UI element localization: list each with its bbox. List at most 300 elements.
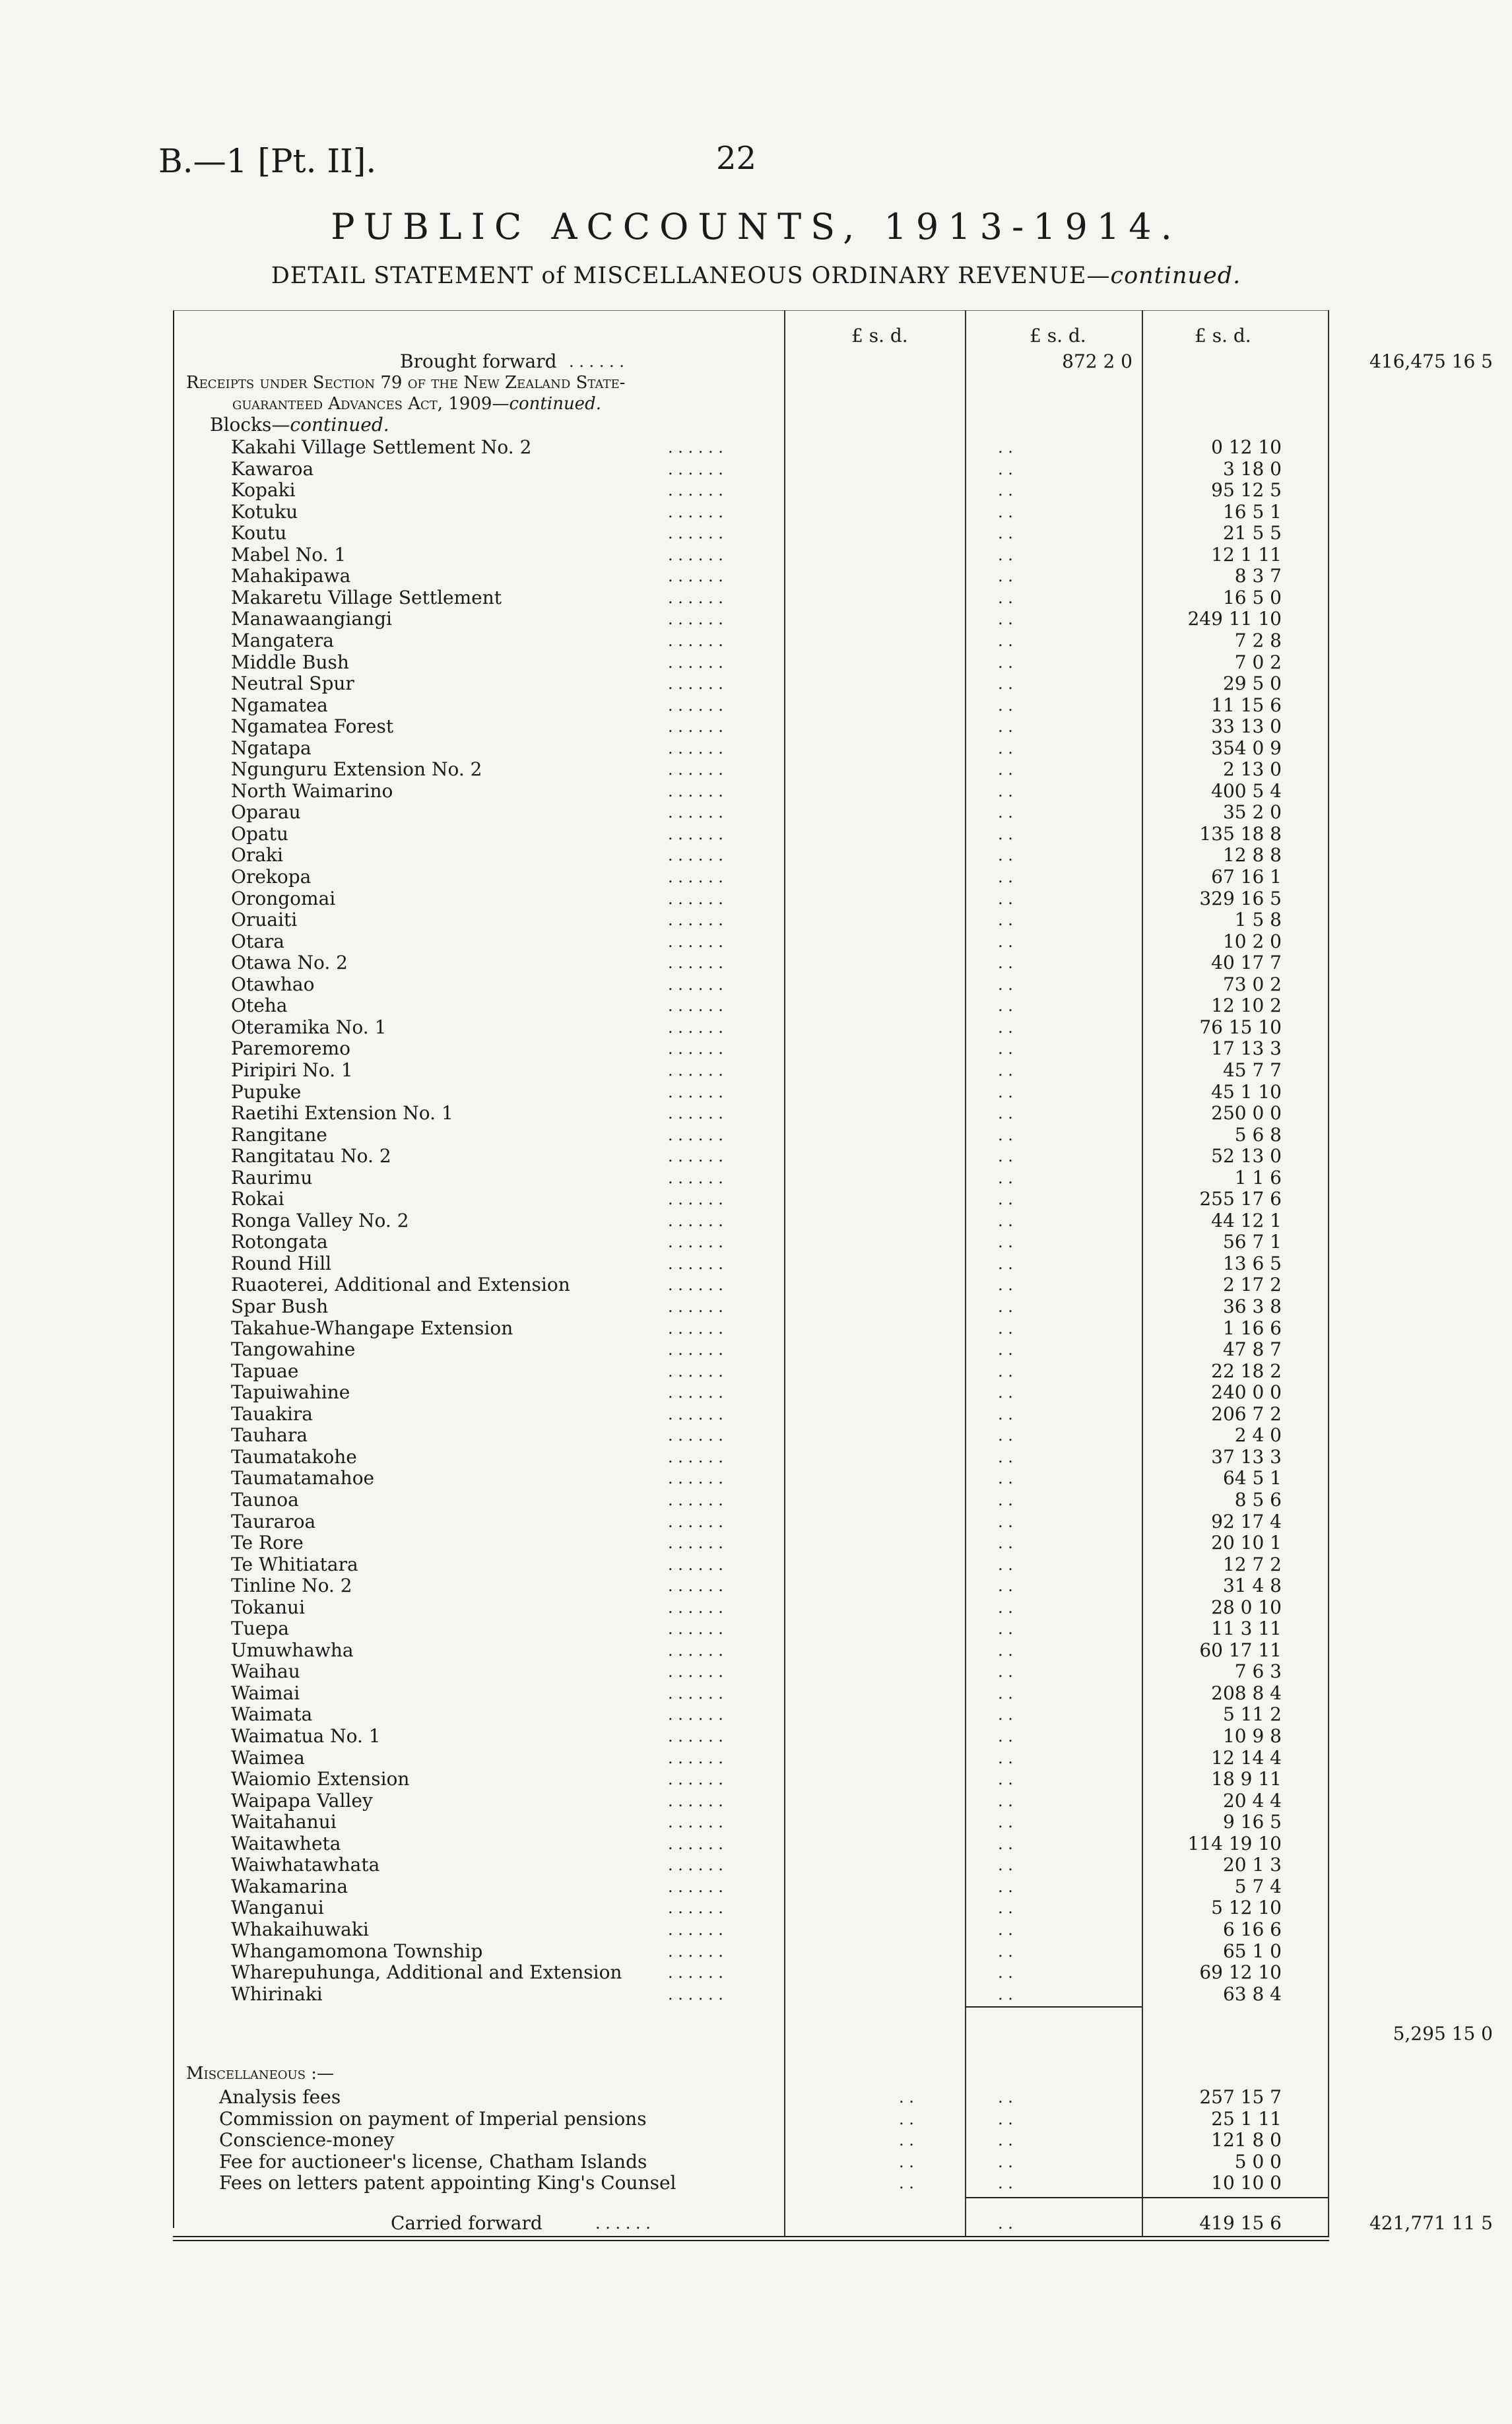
table-row (173, 608, 1329, 630)
table-row (173, 502, 1329, 523)
leader-dots: . . (998, 1705, 1013, 1724)
row-amount: 45 7 7 (1222, 1059, 1282, 1081)
leader-dots: . . (998, 1662, 1013, 1682)
row-label: Wakamarina (231, 1875, 348, 1897)
leader-dots: . . . . . . (668, 502, 723, 521)
row-label: Piripiri No. 1 (231, 1059, 353, 1081)
row-amount: 45 1 10 (1211, 1080, 1282, 1103)
leader-dots: . . . . . . (668, 1641, 723, 1660)
leader-dots: . . (998, 1877, 1013, 1896)
leader-dots: . . . . . . (668, 889, 723, 908)
leader-dots: . . (899, 2174, 914, 2193)
row-amount: 20 4 4 (1222, 1789, 1282, 1812)
table-row (173, 1919, 1329, 1940)
row-label: Waihau (231, 1660, 300, 1683)
row-label: Tokanui (231, 1596, 306, 1618)
row-amount: 250 0 0 (1211, 1102, 1282, 1125)
table-row (173, 1704, 1329, 1725)
section-heading-line2 (173, 393, 1329, 414)
leader-dots: . . (998, 1748, 1013, 1767)
leader-dots: . . . . . . (668, 824, 723, 843)
leader-dots: . . (998, 502, 1013, 521)
table-row (173, 437, 1329, 458)
row-amount: 1 1 6 (1234, 1166, 1282, 1189)
table-row (173, 544, 1329, 566)
table-row (173, 1618, 1329, 1639)
table-row (173, 909, 1329, 931)
page-number: 22 (716, 140, 757, 177)
amount-c2: 419 15 6 (1199, 2211, 1282, 2234)
leader-dots: . . . . . . (668, 1984, 723, 2004)
leader-dots: . . . . . . (668, 1555, 723, 1574)
table-row (173, 1296, 1329, 1317)
leader-dots: . . (998, 1555, 1013, 1574)
row-label: Ngatapa (231, 737, 312, 759)
leader-dots: . . . . . . (668, 1426, 723, 1445)
row-amount: 114 19 10 (1187, 1832, 1282, 1854)
row-amount: 12 8 8 (1222, 844, 1282, 867)
leader-dots: . . . . . . (668, 932, 723, 951)
leader-dots: . . (998, 1426, 1013, 1445)
table-row (173, 995, 1329, 1016)
leader-dots: . . (998, 1125, 1013, 1144)
row-label: Rangitatau No. 2 (231, 1145, 391, 1167)
row-amount: 36 3 8 (1222, 1295, 1282, 1317)
leader-dots: . . (998, 610, 1013, 629)
leader-dots: . . . . . . (668, 1856, 723, 1875)
leader-dots: . . (998, 1340, 1013, 1359)
leader-dots: . . . . . . (668, 438, 723, 457)
row-amount: 10 2 0 (1222, 930, 1282, 952)
leader-dots: . . (998, 1404, 1013, 1424)
brought-forward-row (173, 350, 1493, 372)
row-label: Ruaoterei, Additional and Extension (231, 1274, 570, 1296)
leader-dots: . . (998, 1577, 1013, 1596)
table-row (173, 1103, 1329, 1124)
leader-dots: . . (998, 2152, 1013, 2171)
subtitle-main: DETAIL STATEMENT of MISCELLANEOUS ORDINARY REVENUE— (271, 263, 1111, 289)
leader-dots: . . (998, 1534, 1013, 1553)
row-amount: 95 12 5 (1211, 479, 1282, 502)
leader-dots: . . . . . . (668, 846, 723, 865)
row-amount: 33 13 0 (1211, 715, 1282, 738)
leader-dots: . . (998, 2109, 1013, 2128)
row-amount: 65 1 0 (1222, 1940, 1282, 1962)
table-row (173, 1941, 1329, 1962)
table-row (173, 802, 1329, 823)
leader-dots: . . (998, 738, 1013, 758)
table-row (173, 1253, 1329, 1274)
row-label: Carried forward (391, 2211, 542, 2234)
row-label: Tapuae (231, 1359, 299, 1382)
leader-dots: . . (998, 2174, 1013, 2193)
table-row (173, 673, 1329, 694)
table-row (173, 1726, 1329, 1747)
leader-dots: . . . . . . (668, 1147, 723, 1166)
leader-dots: . . . . . . (668, 781, 723, 801)
table-row (173, 2173, 1329, 2194)
table-row (173, 1274, 1329, 1295)
row-label: Fee for auctioneer's license, Chatham Islands (219, 2150, 647, 2173)
table-top-rule (173, 310, 1329, 311)
leader-dots: . . (998, 2213, 1013, 2233)
row-amount: 7 0 2 (1234, 651, 1282, 673)
row-label: Whakaihuwaki (231, 1918, 369, 1940)
table-row (173, 1339, 1329, 1360)
leader-dots: . . (998, 2131, 1013, 2150)
row-label: Brought forward (400, 350, 557, 372)
row-label: Whangamomona Township (231, 1940, 483, 1962)
leader-dots: . . (998, 1834, 1013, 1853)
leader-dots: . . . . . . (668, 1018, 723, 1037)
row-label: Mahakipawa (231, 565, 351, 587)
row-amount: 5 0 0 (1234, 2150, 1282, 2173)
leader-dots: . . . . . . (668, 954, 723, 973)
leader-dots: . . . . . . (668, 803, 723, 822)
row-label: Oteramika No. 1 (231, 1016, 387, 1038)
row-label: Kawaroa (231, 457, 314, 480)
row-label: Oteha (231, 995, 288, 1017)
table-row (173, 1167, 1329, 1189)
table-row (173, 845, 1329, 866)
row-amount: 31 4 8 (1222, 1575, 1282, 1597)
leader-dots: . . (998, 1984, 1013, 2004)
leader-dots: . . (998, 631, 1013, 650)
row-amount: 5 6 8 (1234, 1123, 1282, 1146)
leader-dots: . . (998, 868, 1013, 886)
row-amount: 206 7 2 (1211, 1402, 1282, 1425)
leader-dots: . . . . . . (668, 1942, 723, 1961)
leader-dots: . . . . . . (668, 524, 723, 543)
row-label: Ronga Valley No. 2 (231, 1209, 409, 1231)
leader-dots: . . . . . . (668, 631, 723, 650)
leader-dots: . . . . . . (668, 911, 723, 930)
leader-dots: . . (998, 524, 1013, 543)
table-row (173, 1962, 1329, 1983)
amount-c3: 421,771 11 5 (1369, 2211, 1493, 2234)
column-header-c1: £ s. d. (851, 325, 908, 346)
leader-dots: . . . . . . (668, 696, 723, 715)
row-amount: 9 16 5 (1222, 1811, 1282, 1833)
leader-dots: . . (998, 1447, 1013, 1466)
leader-dots: . . (998, 1147, 1013, 1166)
row-label: Kotuku (231, 500, 298, 523)
table-row (173, 630, 1329, 651)
table-row (173, 566, 1329, 587)
table-row (173, 1683, 1329, 1704)
row-amount: 7 6 3 (1234, 1660, 1282, 1683)
row-amount: 10 10 0 (1211, 2172, 1282, 2194)
leader-dots: . . . . . . (668, 1361, 723, 1381)
subtitle-continued: continued. (1110, 263, 1241, 289)
table-row (173, 1854, 1329, 1876)
row-amount: 92 17 4 (1211, 1510, 1282, 1532)
leader-dots: . . (998, 1082, 1013, 1101)
row-label: Wanganui (231, 1897, 324, 1919)
row-label: Whirinaki (231, 1982, 323, 2005)
leader-dots: . . (998, 1276, 1013, 1295)
leader-dots: . . . . . . (668, 1297, 723, 1316)
table-row (173, 2130, 1329, 2151)
row-amount: 208 8 4 (1211, 1682, 1282, 1704)
row-label: Conscience-money (219, 2129, 395, 2151)
row-amount: 5 12 10 (1211, 1897, 1282, 1919)
table-row (173, 1060, 1329, 1081)
amount-c3: 416,475 16 5 (1369, 350, 1493, 372)
leader-dots: . . . . . . (668, 1598, 723, 1617)
leader-dots: . . . . . . (668, 1340, 723, 1359)
leader-dots: . . (998, 1920, 1013, 1939)
row-label: Otawhao (231, 973, 315, 995)
table-row (173, 1748, 1329, 1769)
row-amount: 35 2 0 (1222, 801, 1282, 824)
leader-dots: . . . . . . (668, 1490, 723, 1509)
table-row (173, 1790, 1329, 1812)
row-label: Orongomai (231, 887, 336, 909)
row-label: Opatu (231, 822, 288, 845)
table-row (173, 652, 1329, 673)
leader-dots: . . . . . . (668, 1447, 723, 1466)
table-row (173, 1146, 1329, 1167)
row-amount: 400 5 4 (1211, 779, 1282, 802)
row-label: Spar Bush (231, 1295, 329, 1317)
row-amount: 7 2 8 (1234, 629, 1282, 651)
row-amount: 67 16 1 (1211, 866, 1282, 888)
row-label: Makaretu Village Settlement (231, 586, 502, 608)
table-row (173, 738, 1329, 759)
row-label: Pupuke (231, 1080, 302, 1103)
row-label: Raurimu (231, 1166, 313, 1189)
row-label: Waiomio Extension (231, 1768, 410, 1790)
table-row (173, 1532, 1329, 1554)
leader-dots: . . (998, 1899, 1013, 1918)
row-amount: 10 9 8 (1222, 1725, 1282, 1747)
row-amount: 52 13 0 (1211, 1145, 1282, 1167)
leader-dots: . . . . . . (668, 1899, 723, 1918)
row-label: Tuepa (231, 1618, 289, 1640)
leader-dots: . . . . . . (668, 717, 723, 737)
table-row (173, 2087, 1329, 2108)
leader-dots: . . (998, 2088, 1013, 2107)
table-row (173, 1812, 1329, 1833)
row-label: Waitawheta (231, 1832, 341, 1854)
page-reference: B.—1 [Pt. II]. (158, 142, 377, 180)
table-row (173, 952, 1329, 973)
row-amount: 8 5 6 (1234, 1488, 1282, 1511)
leader-dots: . . . . . . (668, 738, 723, 758)
row-amount: 73 0 2 (1222, 973, 1282, 995)
row-amount: 16 5 1 (1222, 500, 1282, 523)
leader-dots: . . . . . . (668, 1104, 723, 1123)
leader-dots: . . (998, 1942, 1013, 1961)
table-row (173, 1769, 1329, 1790)
row-label: Tapuiwahine (231, 1381, 350, 1404)
blocks-heading (173, 414, 1329, 436)
leader-dots: . . . . . . (668, 1662, 723, 1682)
row-label: Fees on letters patent appointing King's Counsel (219, 2172, 676, 2194)
leader-dots: . . (998, 696, 1013, 715)
row-amount: 12 7 2 (1222, 1553, 1282, 1575)
leader-dots: . . (998, 760, 1013, 779)
row-amount: 255 17 6 (1199, 1188, 1282, 1210)
row-amount: 240 0 0 (1211, 1381, 1282, 1404)
row-amount: 12 1 11 (1211, 543, 1282, 566)
table-row (173, 2151, 1329, 2173)
row-amount: 28 0 10 (1211, 1596, 1282, 1618)
row-amount: 12 10 2 (1211, 995, 1282, 1017)
section-heading-line1 (173, 372, 1329, 393)
leader-dots: . . (899, 2152, 914, 2171)
table-row (173, 1897, 1329, 1918)
row-amount: 63 8 4 (1222, 1982, 1282, 2005)
table-row (173, 931, 1329, 952)
leader-dots: . . (998, 1361, 1013, 1381)
leader-dots: . . (998, 932, 1013, 951)
row-amount: 76 15 10 (1199, 1016, 1282, 1038)
leader-dots: . . (998, 1018, 1013, 1037)
leader-dots: . . . . . . (668, 997, 723, 1016)
leader-dots: . . (998, 588, 1013, 607)
table-row (173, 1597, 1329, 1618)
row-amount: 0 12 10 (1211, 436, 1282, 458)
table-row (173, 1490, 1329, 1511)
row-label: Koutu (231, 522, 287, 544)
row-label: Rotongata (231, 1231, 328, 1253)
table-row (173, 824, 1329, 845)
leader-dots: . . . . . . (668, 481, 723, 500)
row-amount: 5 7 4 (1234, 1875, 1282, 1897)
leader-dots: . . (998, 911, 1013, 930)
row-label: Ngamatea Forest (231, 715, 394, 738)
row-label: Waimatua No. 1 (231, 1725, 381, 1747)
misc-heading (173, 2063, 1329, 2084)
row-amount: 11 3 11 (1211, 1618, 1282, 1640)
leader-dots: . . (899, 2131, 914, 2150)
row-amount: 40 17 7 (1211, 952, 1282, 974)
row-label: Waimai (231, 1682, 300, 1704)
leader-dots: . . (998, 889, 1013, 908)
row-label: Otara (231, 930, 284, 952)
row-amount: 22 18 2 (1211, 1359, 1282, 1382)
leader-dots: . . (998, 997, 1013, 1016)
carried-rule (965, 2197, 1328, 2198)
leader-dots: . . . . . . (668, 1727, 723, 1746)
leader-dots: . . (998, 1061, 1013, 1080)
row-amount: 44 12 1 (1211, 1209, 1282, 1231)
blocks-label: Blocks—continued. (210, 414, 389, 436)
table-row (173, 1425, 1329, 1446)
leader-dots: . . . . . . (668, 1168, 723, 1187)
leader-dots: . . (998, 567, 1013, 586)
leader-dots: . . (998, 717, 1013, 737)
leader-dots: . . (998, 1469, 1013, 1488)
leader-dots: . . (998, 1512, 1013, 1531)
leader-dots: . . . . . . (569, 352, 624, 371)
row-amount: 135 18 8 (1199, 822, 1282, 845)
row-label: Oparau (231, 801, 301, 824)
row-amount: 2 13 0 (1222, 758, 1282, 781)
section-title: Receipts under Section 79 of the New Zealand State- (186, 373, 626, 393)
row-label: Tinline No. 2 (231, 1575, 352, 1597)
leader-dots: . . . . . . (668, 610, 723, 629)
leader-dots: . . . . . . (668, 1254, 723, 1273)
table-bottom-rule (173, 2236, 1329, 2237)
table-row (173, 759, 1329, 780)
leader-dots: . . (899, 2088, 914, 2107)
row-amount: 1 16 6 (1222, 1317, 1282, 1339)
leader-dots: . . (998, 954, 1013, 973)
leader-dots: . . . . . . (668, 1748, 723, 1767)
table-row (173, 695, 1329, 716)
row-label: Waimata (231, 1703, 313, 1726)
row-label: Te Rore (231, 1532, 304, 1554)
row-label: Wharepuhunga, Additional and Extension (231, 1961, 622, 1984)
row-label: Paremoremo (231, 1037, 351, 1060)
table-row (173, 480, 1329, 501)
table-row (173, 1661, 1329, 1682)
row-amount: 8 3 7 (1234, 565, 1282, 587)
leader-dots: . . . . . . (668, 1813, 723, 1832)
row-label: Oraki (231, 844, 283, 867)
leader-dots: . . (998, 1254, 1013, 1273)
leader-dots: . . . . . . (668, 1190, 723, 1209)
row-label: Umuwhawha (231, 1639, 354, 1661)
table-row (173, 1511, 1329, 1532)
leader-dots: . . (998, 824, 1013, 843)
leader-dots: . . (998, 1963, 1013, 1982)
leader-dots: . . . . . . (668, 1577, 723, 1596)
row-label: Rangitane (231, 1123, 327, 1146)
leader-dots: . . . . . . (668, 760, 723, 779)
table-row (173, 1382, 1329, 1403)
leader-dots: . . (998, 1319, 1013, 1338)
table-row (173, 459, 1329, 480)
leader-dots: . . (998, 1770, 1013, 1789)
row-label: Te Whitiatara (231, 1553, 358, 1575)
table-row (173, 1017, 1329, 1038)
leader-dots: . . (998, 1791, 1013, 1810)
table-row (173, 1575, 1329, 1596)
leader-dots: . . . . . . (668, 1834, 723, 1853)
row-label: Otawa No. 2 (231, 952, 348, 974)
row-amount: 257 15 7 (1199, 2086, 1282, 2109)
row-label: Rokai (231, 1188, 284, 1210)
row-amount: 329 16 5 (1199, 887, 1282, 909)
table-row (173, 587, 1329, 608)
statement-subtitle (0, 263, 1512, 289)
leader-dots: . . (998, 781, 1013, 801)
section-title-continued: continued. (509, 394, 601, 414)
row-amount: 3 18 0 (1222, 457, 1282, 480)
leader-dots: . . (998, 1233, 1013, 1252)
leader-dots: . . (998, 1490, 1013, 1509)
row-label: Waitahanui (231, 1811, 337, 1833)
carried-forward-row (173, 2211, 1493, 2234)
row-amount: 121 8 0 (1211, 2129, 1282, 2151)
row-label: Manawaangiangi (231, 608, 392, 630)
row-amount: 354 0 9 (1211, 737, 1282, 759)
leader-dots: . . (998, 846, 1013, 865)
leader-dots: . . . . . . (668, 1061, 723, 1080)
row-label: Waimea (231, 1746, 305, 1769)
row-label: Oruaiti (231, 909, 298, 931)
subtotal-rule (965, 2006, 1142, 2008)
table-row (173, 1554, 1329, 1575)
row-label: Taunoa (231, 1488, 299, 1511)
table-row (173, 1833, 1329, 1854)
row-amount: 21 5 5 (1222, 522, 1282, 544)
row-label: Orekopa (231, 866, 312, 888)
